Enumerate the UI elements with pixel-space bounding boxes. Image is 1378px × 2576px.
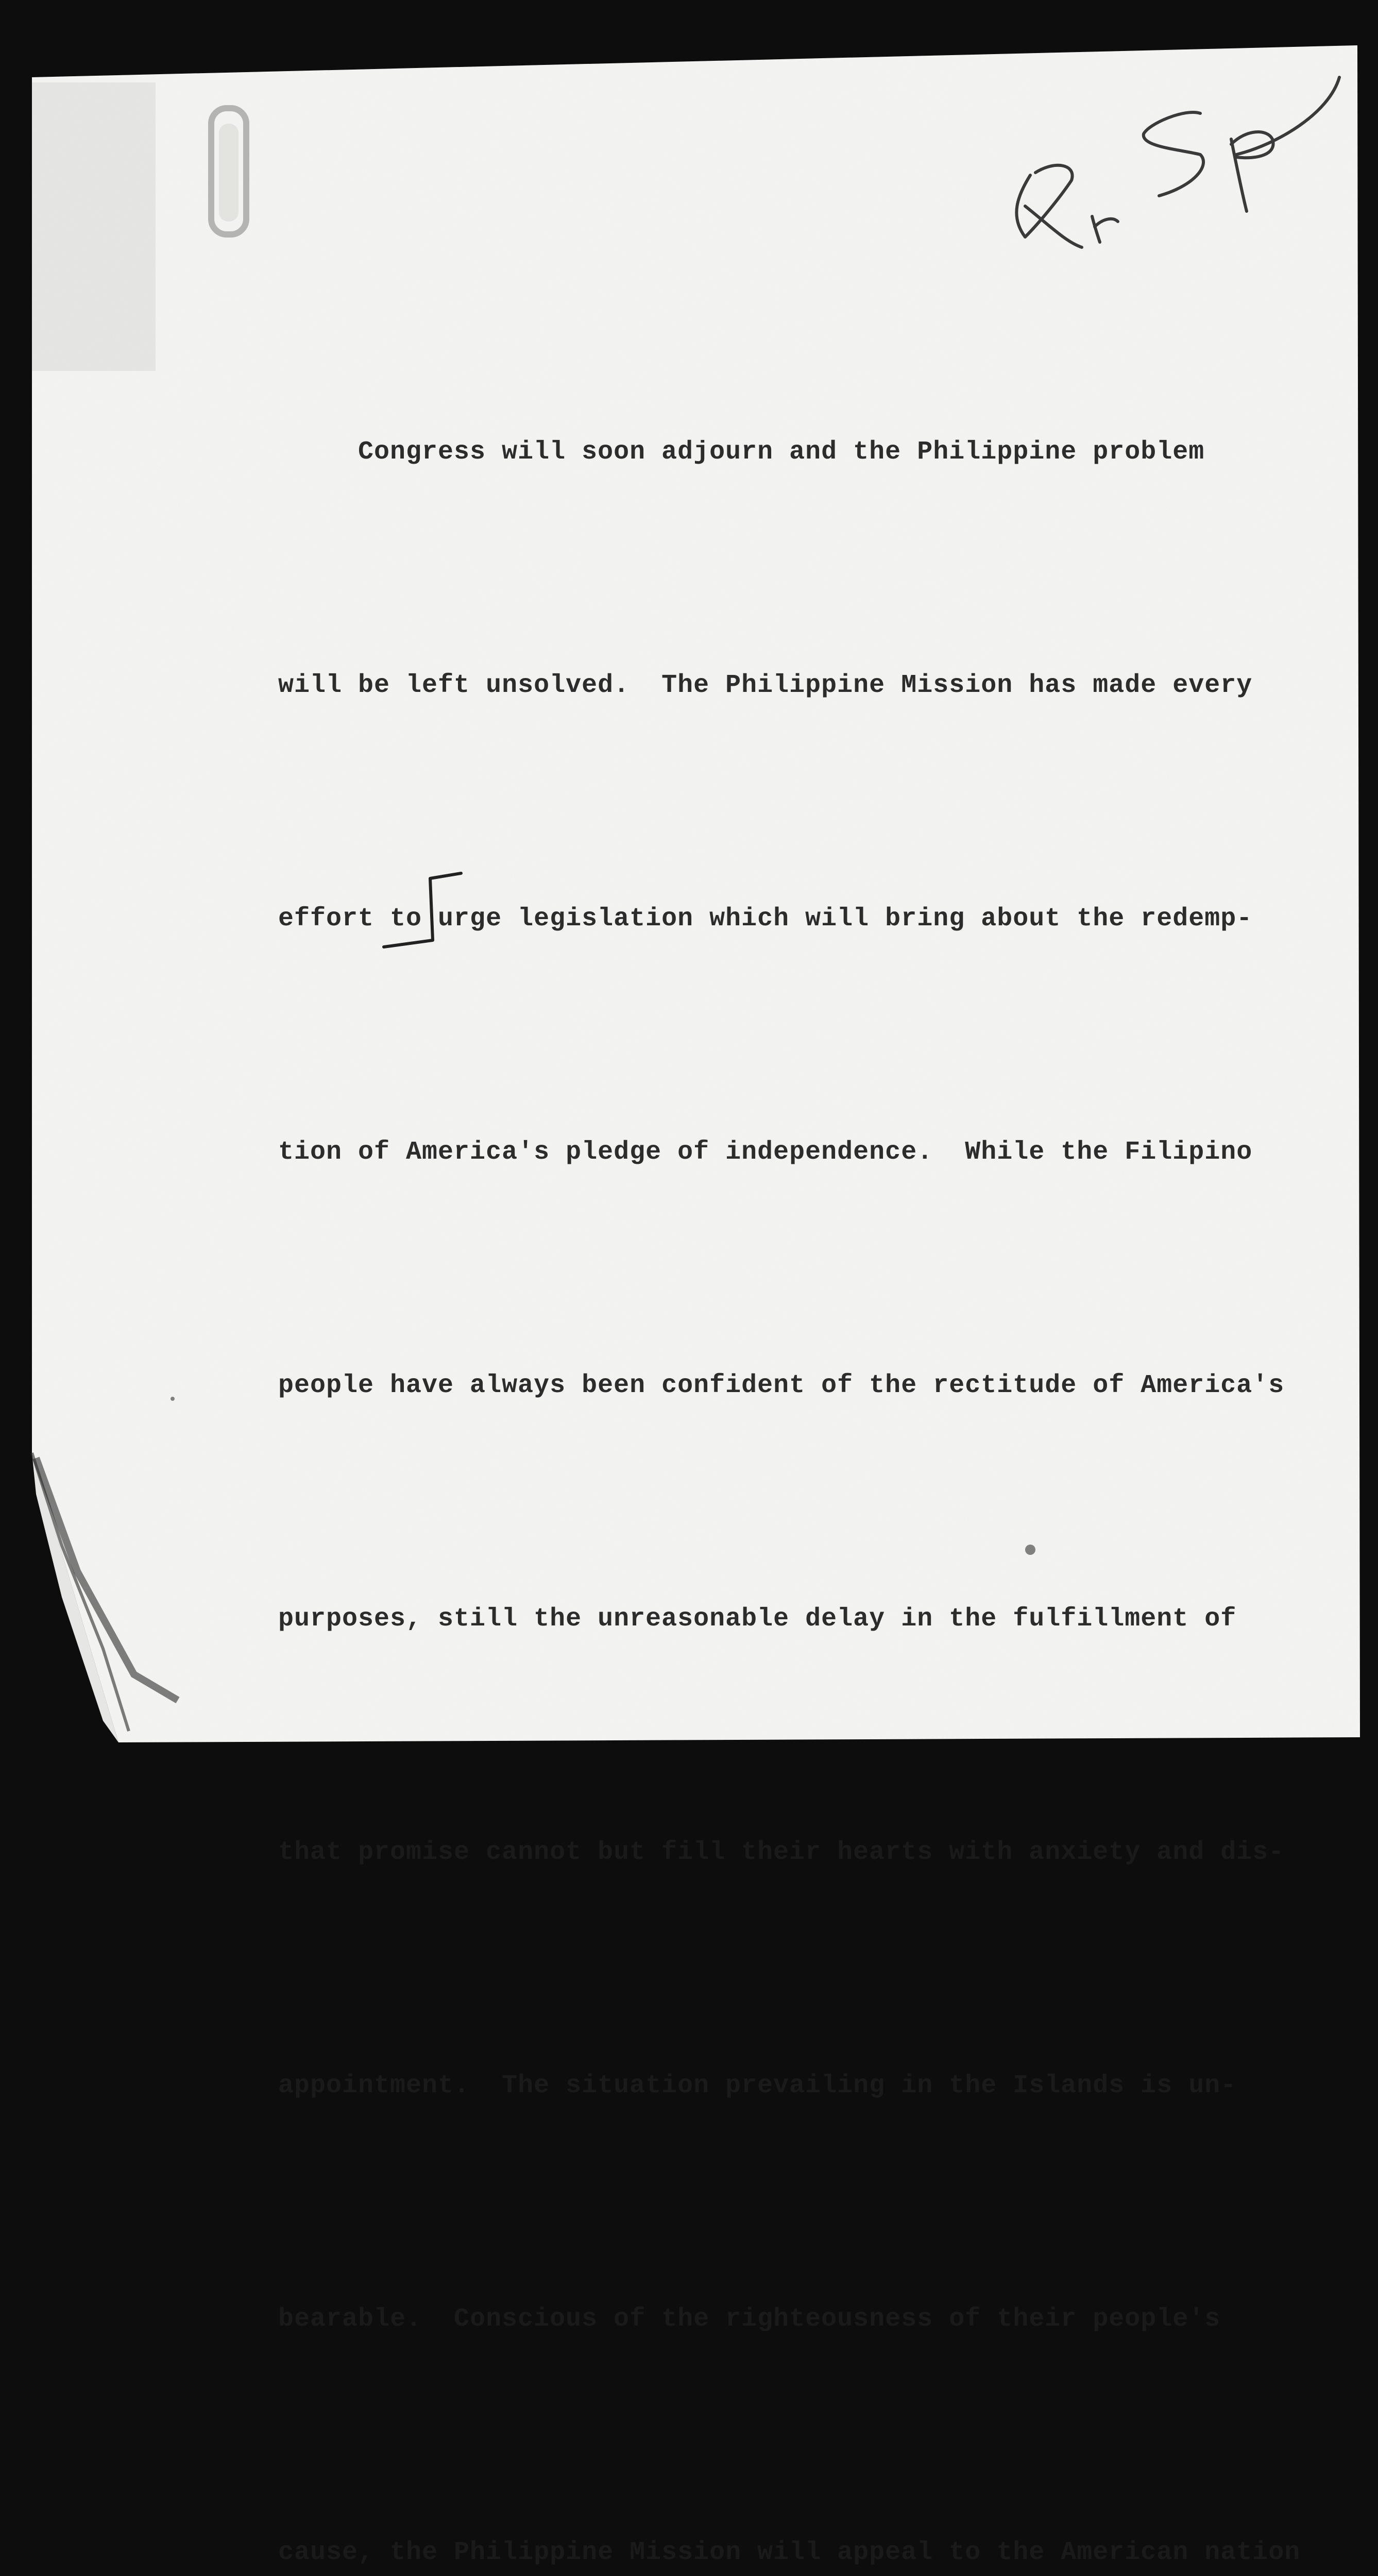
paper-clip-inner xyxy=(219,124,239,222)
left-edge-grime xyxy=(32,82,156,371)
text-line: that promise cannot but fill their hearts with anxiety and dis- xyxy=(278,1838,1285,1867)
text-line: cause, the Philippine Mission will appeal to the American nation xyxy=(278,2538,1301,2567)
text-line: will be left unsolved. The Philippine Mission has made every xyxy=(278,671,1253,700)
text-line: purposes, still the unreasonable delay in the fulfillment of xyxy=(278,1604,1237,1634)
text-line: appointment. The situation prevailing in the Islands is un- xyxy=(278,2071,1237,2100)
text-line: tion of America's pledge of independence. While the Filipino xyxy=(278,1138,1253,1167)
text-line: people have always been confident of the rectitude of America's xyxy=(278,1371,1285,1400)
text-line: effort to urge legislation which will bring about the redemp- xyxy=(278,904,1253,934)
text-line: bearable. Conscious of the righteousness of their people's xyxy=(278,2304,1221,2334)
typewritten-body xyxy=(278,258,1303,2576)
ink-speck xyxy=(171,1397,175,1401)
text-line: Congress will soon adjourn and the Philippine problem xyxy=(278,437,1205,467)
